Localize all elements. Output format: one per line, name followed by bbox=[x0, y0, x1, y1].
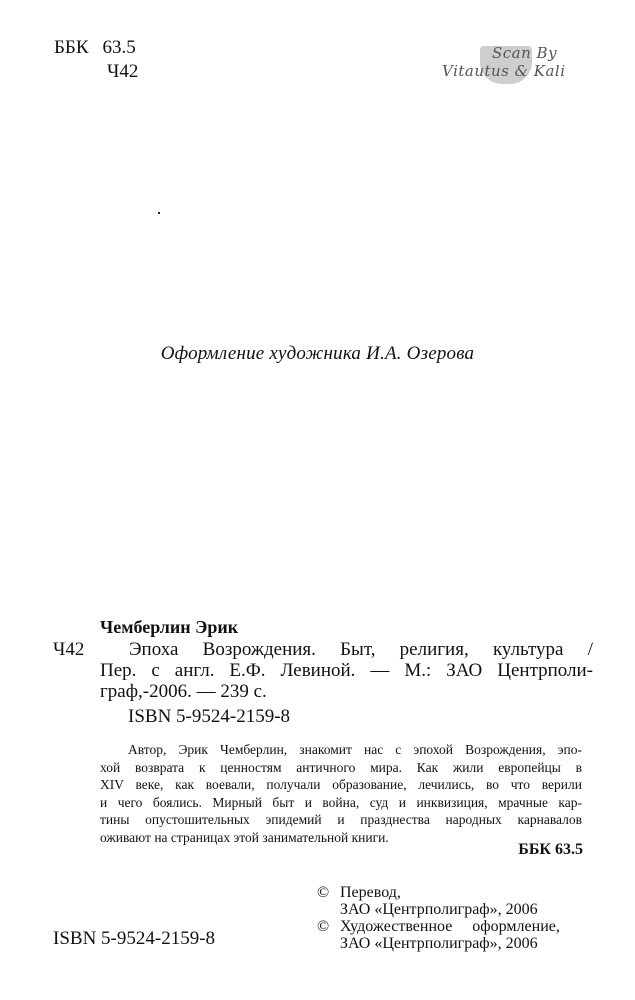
print-speck bbox=[158, 212, 160, 214]
bbk-label: ББК bbox=[54, 37, 89, 58]
bbk-classification-bottom: ББК 63.5 bbox=[518, 841, 583, 858]
catalog-isbn: ISBN 5-9524-2159-8 bbox=[128, 706, 291, 727]
copyright-holder: ЗАО «Центрполиграф», 2006 bbox=[340, 901, 538, 918]
copyright-holder: ЗАО «Центрполиграф», 2006 bbox=[340, 935, 538, 952]
bbk-row bbox=[54, 36, 138, 60]
annotation-line: XIV веке, как воевали, получали образование, лечились, во что верили bbox=[100, 777, 582, 792]
bib-line: Эпоха Возрождения. Быт, религия, культура / bbox=[129, 639, 593, 660]
copyright-symbol: © bbox=[317, 918, 330, 935]
watermark-line-1: Scan By bbox=[492, 44, 558, 62]
isbn-bottom: ISBN 5-9524-2159-8 bbox=[53, 928, 216, 949]
annotation-line: тины опустошительных эпидемий и празднества народных карнавалов bbox=[100, 812, 582, 827]
copyright-title: Художественное оформление, bbox=[340, 918, 560, 935]
copyright-block bbox=[317, 884, 560, 952]
catalog-cutter-code: Ч42 bbox=[53, 639, 85, 660]
bib-line: Пер. с англ. Е.Ф. Левиной. — М.: ЗАО Центрполи- bbox=[100, 660, 593, 681]
copyright-item bbox=[317, 918, 560, 952]
annotation-line: Автор, Эрик Чемберлин, знакомит нас с эпохой Возрождения, эпо- bbox=[128, 742, 582, 757]
watermark-line-2: Vitautus & Kali bbox=[442, 62, 566, 80]
copyright-symbol: © bbox=[317, 884, 330, 901]
cutter-code: Ч42 bbox=[107, 61, 139, 82]
bbk-code: 63.5 bbox=[102, 37, 136, 58]
annotation-line: хой возврата к ценностям античного мира. Как жили европейцы в bbox=[100, 759, 582, 775]
bib-line: граф,-2006. — 239 с. bbox=[100, 681, 267, 702]
designer-credit: Оформление художника И.А. Озерова bbox=[160, 343, 475, 364]
copyright-title: Перевод, bbox=[340, 884, 401, 901]
catalog-author: Чемберлин Эрик bbox=[100, 617, 239, 637]
copyright-item bbox=[317, 884, 560, 918]
bibliographic-description bbox=[100, 639, 593, 702]
annotation bbox=[100, 741, 582, 846]
bbk-classification-top bbox=[54, 36, 138, 84]
scanner-watermark bbox=[440, 40, 600, 90]
annotation-line: и чего боялись. Мирный быт и война, суд и инквизиция, мрачные кар- bbox=[100, 794, 582, 810]
annotation-line: оживают на страницах этой занимательной книги. bbox=[100, 829, 389, 845]
